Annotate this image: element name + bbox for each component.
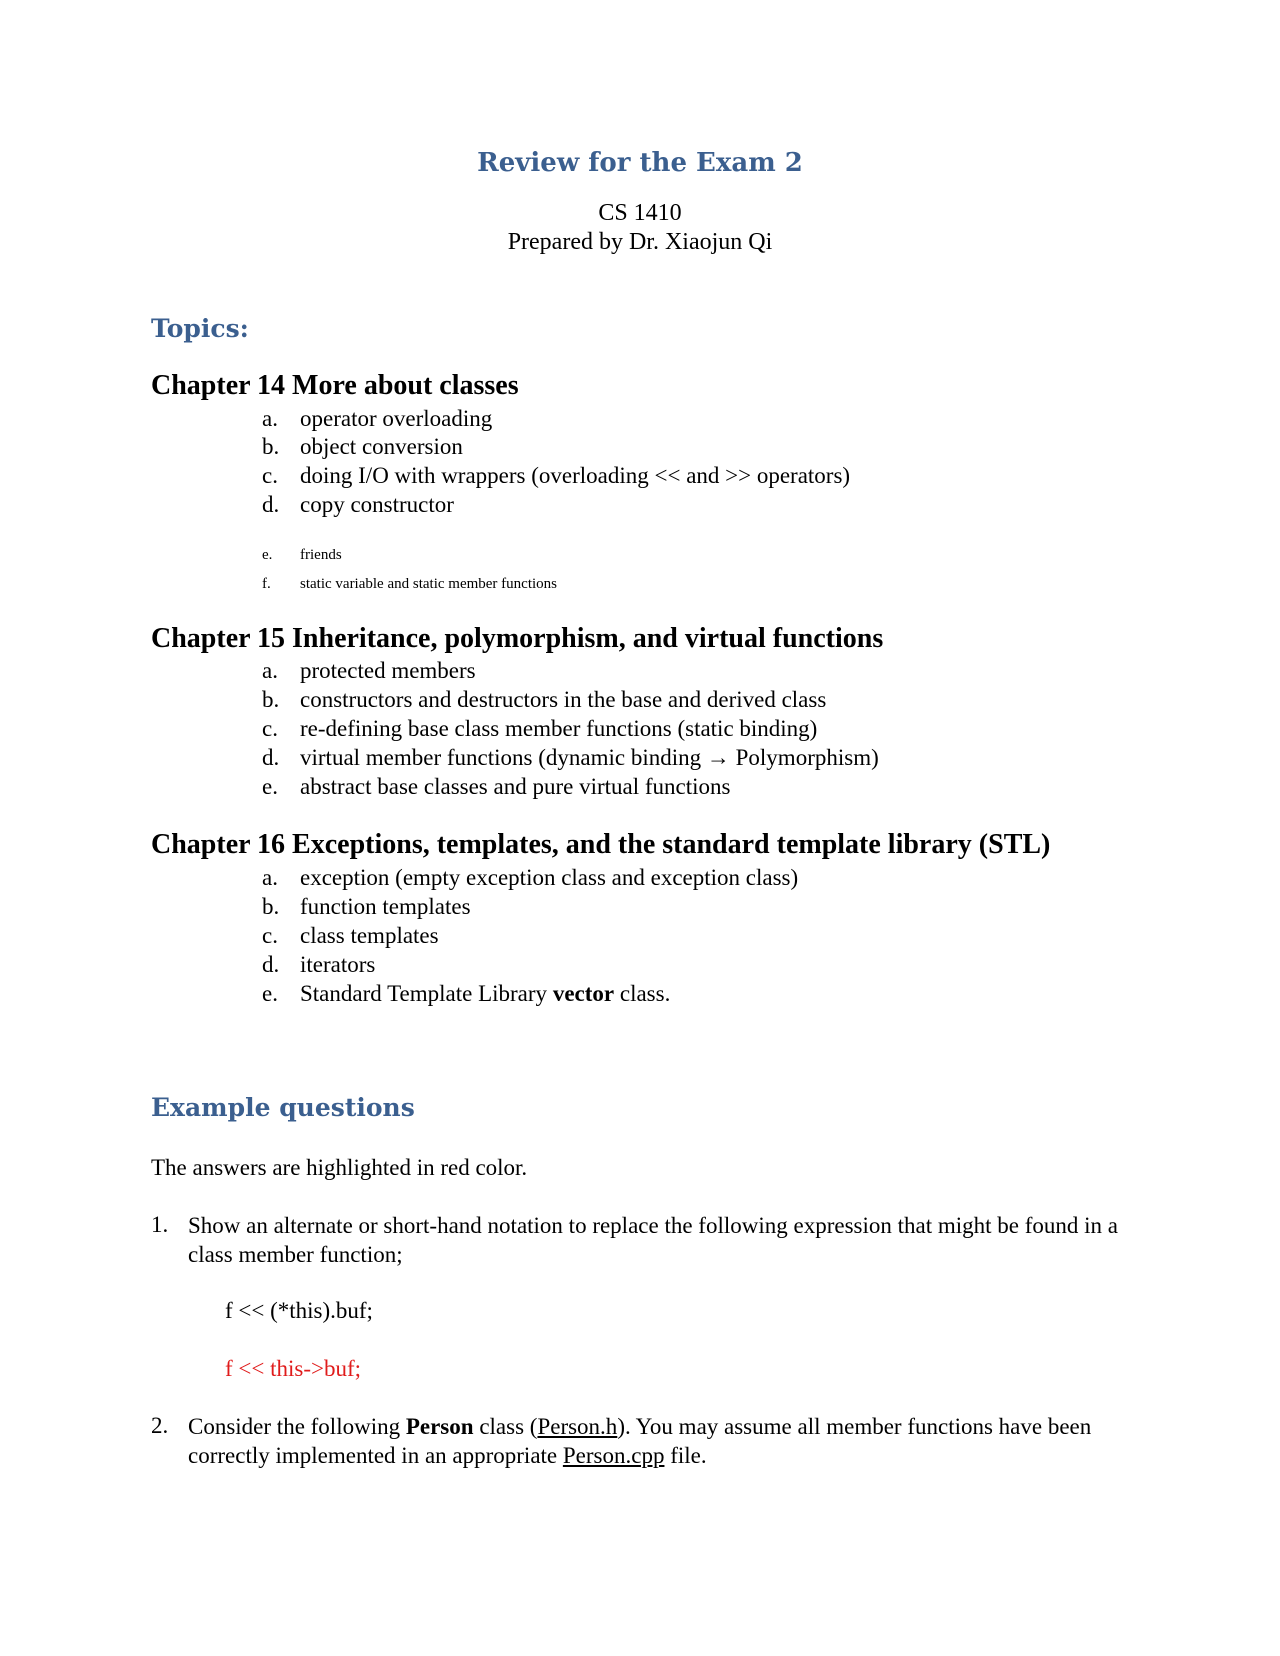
question-2-part3: ). You may assume all member functions have been correctly implemented in an appropriate (188, 1414, 1092, 1468)
list-item-label: e. (262, 981, 278, 1006)
list-item-label: b. (262, 434, 280, 459)
list-item-text: constructors and destructors in the base and derived class (300, 687, 827, 712)
list-item (262, 773, 730, 801)
list-item-text: object conversion (300, 434, 463, 459)
chapter-16-heading: Chapter 16 Exceptions, templates, and the standard template library (STL) (151, 829, 1051, 860)
chapter-15-heading: Chapter 15 Inheritance, polymorphism, and virtual functions (151, 623, 884, 654)
person-h-link[interactable]: Person.h (537, 1414, 618, 1439)
chapter-14-heading: Chapter 14 More about classes (151, 370, 519, 401)
list-item (262, 893, 471, 921)
course-code: CS 1410 (598, 200, 682, 226)
question-2-part1: Consider the following (188, 1414, 406, 1439)
topics-heading: Topics: (151, 314, 249, 343)
list-item-text: iterators (300, 952, 376, 977)
question-1-answer: f << this->buf; (225, 1356, 362, 1381)
list-item-label: a. (262, 406, 278, 431)
list-item (262, 491, 454, 519)
list-item-text: virtual member functions (dynamic binding → Polymorphism) (300, 745, 879, 770)
examples-heading: Example questions (151, 1093, 415, 1122)
list-item-label: b. (262, 687, 280, 712)
document-title: Review for the Exam 2 (477, 148, 803, 178)
question-2-number: 2. (151, 1413, 169, 1438)
list-item-text: static variable and static member functions (300, 576, 557, 592)
list-item-text-plain-end: class. (614, 981, 671, 1006)
question-2-text (188, 1412, 1138, 1470)
list-item (262, 951, 375, 979)
answers-note: The answers are highlighted in red color. (151, 1155, 528, 1180)
list-item-label: d. (262, 745, 280, 770)
list-item-label: a. (262, 865, 278, 890)
question-2-part4: file. (664, 1443, 707, 1468)
list-item-text: protected members (300, 658, 476, 683)
list-item-label: a. (262, 658, 278, 683)
list-item-label: c. (262, 716, 278, 741)
list-item-text: operator overloading (300, 406, 493, 431)
question-2-part2: class ( (473, 1414, 538, 1439)
list-item-text: class templates (300, 923, 439, 948)
list-item (262, 657, 476, 685)
list-item-label: e. (262, 774, 278, 799)
list-item-label: d. (262, 492, 280, 517)
list-item (262, 715, 817, 743)
list-item-text: re-defining base class member functions (static binding) (300, 716, 818, 741)
list-item-text: doing I/O with wrappers (overloading << and >> operators) (300, 463, 851, 488)
list-item-label: f. (262, 576, 271, 592)
list-item-text: exception (empty exception class and exception class) (300, 865, 799, 890)
question-1-text: Show an alternate or short-hand notation to replace the following expression that might be found in a class member function; (188, 1213, 1118, 1267)
list-item (262, 744, 879, 772)
list-item-text-bold: vector (552, 981, 615, 1006)
list-item (262, 462, 850, 490)
list-item (262, 686, 826, 714)
list-item (262, 922, 439, 950)
author-line: Prepared by Dr. Xiaojun Qi (507, 229, 773, 255)
list-item-label: b. (262, 894, 280, 919)
list-item-label: c. (262, 923, 278, 948)
list-item (262, 405, 492, 433)
person-cpp-link[interactable]: Person.cpp (562, 1443, 665, 1468)
question-2-class-name: Person (405, 1414, 474, 1439)
list-item (262, 575, 557, 593)
list-item-label: d. (262, 952, 280, 977)
list-item-label: c. (262, 463, 278, 488)
list-item (262, 546, 342, 564)
list-item-text: friends (300, 547, 342, 563)
question-1-number: 1. (151, 1212, 169, 1237)
list-item-text-plain: Standard Template Library (300, 981, 553, 1006)
list-item (262, 864, 798, 892)
list-item-label: e. (262, 547, 273, 563)
question-1-code: f << (*this).buf; (225, 1298, 373, 1323)
list-item (262, 433, 463, 461)
list-item-text: copy constructor (300, 492, 454, 517)
list-item-text: function templates (300, 894, 471, 919)
list-item-text: abstract base classes and pure virtual functions (300, 774, 731, 799)
list-item (262, 980, 670, 1008)
